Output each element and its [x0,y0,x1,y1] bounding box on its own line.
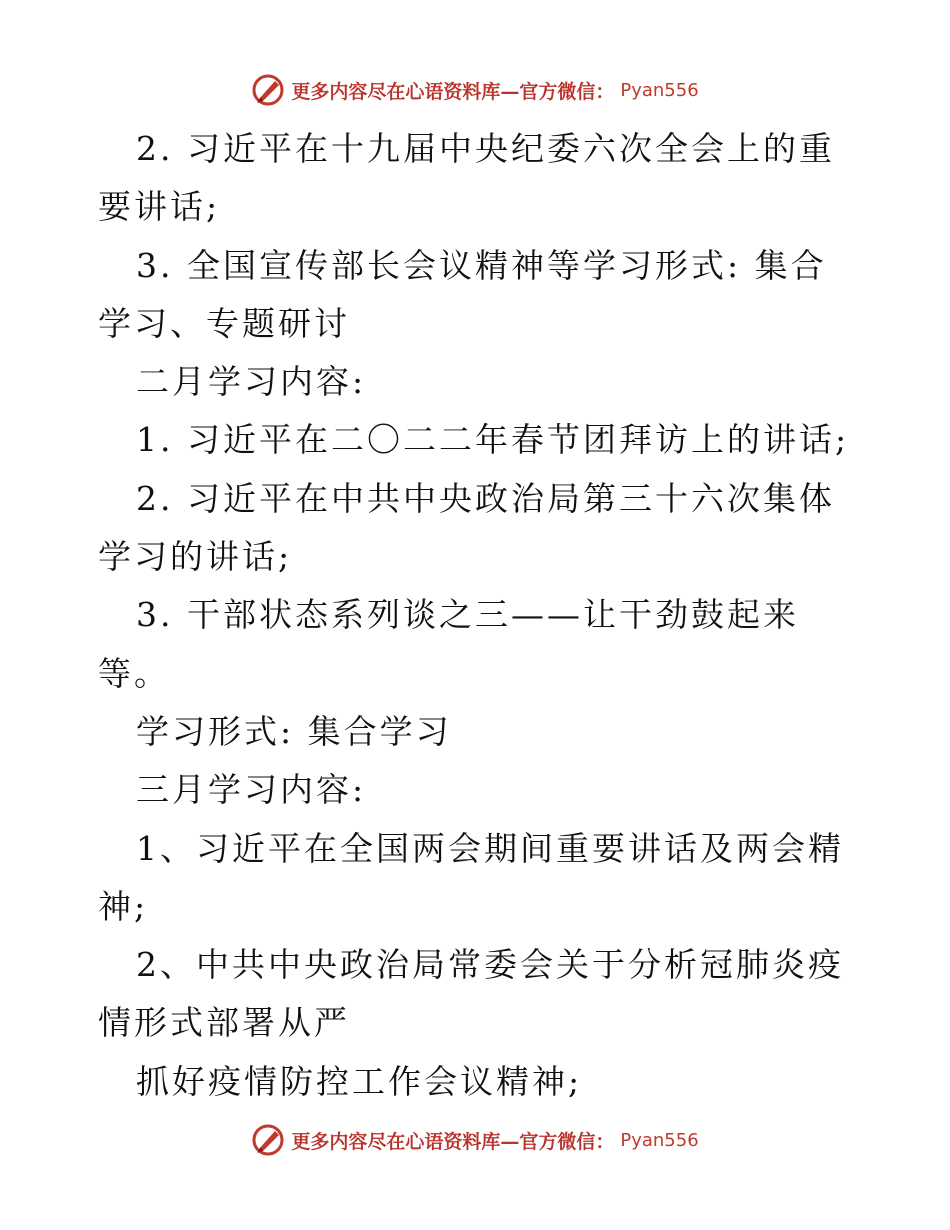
paragraph: 抓好疫情防控工作会议精神; [136,1061,583,1101]
paragraph: 3. 全国宣传部长会议精神等学习形式: 集合学习、专题研讨 [98,245,827,343]
pen-logo-icon [251,1123,285,1157]
paragraph: 1. 习近平在二〇二二年春节团拜访上的讲话; [136,420,850,460]
paragraph: 3. 干部状态系列谈之三——让干劲鼓起来等。 [98,595,799,693]
paragraph: 2、中共中央政治局常委会关于分析冠肺炎疫情形式部署从严 [98,945,844,1043]
paragraph: 学习形式: 集合学习 [136,711,452,751]
document-body [98,120,858,1111]
footer-banner-text: 更多内容尽在心语资料库—官方微信： [291,1130,615,1153]
header-banner-wechat: Pyan556 [620,79,699,101]
paragraph: 2. 习近平在中共中央政治局第三十六次集体学习的讲话; [98,478,835,577]
pen-logo-icon [251,73,285,107]
header-banner [0,70,950,110]
footer-banner [0,1120,950,1160]
footer-banner-wechat: Pyan556 [620,1129,699,1151]
paragraph: 二月学习内容: [136,362,367,402]
paragraph: 三月学习内容: [136,770,367,810]
header-banner-text: 更多内容尽在心语资料库—官方微信： [291,80,615,103]
paragraph: 1、习近平在全国两会期间重要讲话及两会精神; [98,828,844,926]
paragraph: 2. 习近平在十九届中央纪委六次全会上的重要讲话; [98,129,835,227]
